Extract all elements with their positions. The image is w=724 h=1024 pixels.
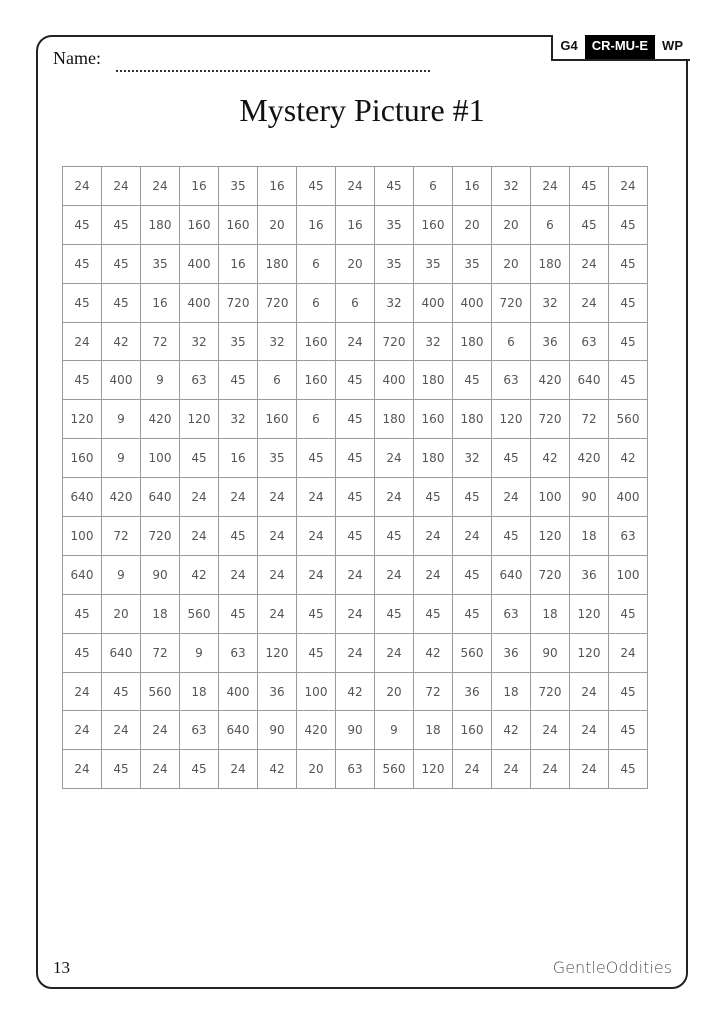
grid-cell[interactable]: 45 <box>453 555 492 594</box>
grid-cell[interactable]: 36 <box>492 633 531 672</box>
grid-cell[interactable]: 45 <box>609 322 648 361</box>
grid-cell[interactable]: 560 <box>453 633 492 672</box>
grid-cell[interactable]: 160 <box>297 361 336 400</box>
grid-cell[interactable]: 6 <box>297 244 336 283</box>
grid-cell[interactable]: 420 <box>531 361 570 400</box>
grid-cell[interactable]: 45 <box>63 205 102 244</box>
grid-cell[interactable]: 42 <box>336 672 375 711</box>
grid-cell[interactable]: 72 <box>141 633 180 672</box>
grid-cell[interactable]: 24 <box>531 167 570 206</box>
grid-row <box>63 750 648 789</box>
grid-row <box>63 283 648 322</box>
grid-cell[interactable]: 560 <box>141 672 180 711</box>
grid-cell[interactable]: 63 <box>492 361 531 400</box>
grid-cell[interactable]: 35 <box>375 244 414 283</box>
grid-cell[interactable]: 36 <box>453 672 492 711</box>
grid-cell[interactable]: 42 <box>258 750 297 789</box>
grid-cell[interactable]: 32 <box>531 283 570 322</box>
grid-cell[interactable]: 640 <box>102 633 141 672</box>
grid-cell[interactable]: 24 <box>336 322 375 361</box>
grid-cell[interactable]: 90 <box>570 478 609 517</box>
grid-cell[interactable]: 20 <box>492 205 531 244</box>
grid-cell[interactable]: 45 <box>375 517 414 556</box>
grid-cell[interactable]: 24 <box>375 633 414 672</box>
grid-cell[interactable]: 45 <box>63 361 102 400</box>
grid-cell[interactable]: 45 <box>102 205 141 244</box>
grid-cell[interactable]: 24 <box>570 750 609 789</box>
grid-cell[interactable]: 42 <box>531 439 570 478</box>
grid-row <box>63 244 648 283</box>
worksheet-tags <box>551 35 690 61</box>
grid-cell[interactable]: 9 <box>141 361 180 400</box>
grid-cell[interactable]: 24 <box>258 478 297 517</box>
grid-cell[interactable]: 32 <box>258 322 297 361</box>
grid-cell[interactable]: 24 <box>141 167 180 206</box>
grid-cell[interactable]: 24 <box>375 555 414 594</box>
grid-cell[interactable]: 36 <box>258 672 297 711</box>
grid-cell[interactable]: 72 <box>414 672 453 711</box>
grid-cell[interactable]: 18 <box>570 517 609 556</box>
grid-cell[interactable]: 24 <box>219 478 258 517</box>
grid-cell[interactable]: 24 <box>531 750 570 789</box>
grid-cell[interactable]: 24 <box>258 555 297 594</box>
grid-cell[interactable]: 45 <box>180 439 219 478</box>
grid-cell[interactable]: 16 <box>336 205 375 244</box>
grid-row <box>63 711 648 750</box>
grid-cell[interactable]: 24 <box>570 672 609 711</box>
grid-cell[interactable]: 63 <box>492 594 531 633</box>
code-tag: CR-MU-E <box>585 35 655 59</box>
grid-cell[interactable]: 45 <box>102 283 141 322</box>
grid-cell[interactable]: 24 <box>570 244 609 283</box>
grid-cell[interactable]: 18 <box>531 594 570 633</box>
grid-cell[interactable]: 45 <box>63 283 102 322</box>
grid-cell[interactable]: 9 <box>375 711 414 750</box>
grid-cell[interactable]: 45 <box>297 633 336 672</box>
grid-cell[interactable]: 180 <box>414 439 453 478</box>
grid-cell[interactable]: 16 <box>141 283 180 322</box>
grid-cell[interactable]: 90 <box>531 633 570 672</box>
grid-cell[interactable]: 24 <box>609 167 648 206</box>
grid-cell[interactable]: 72 <box>141 322 180 361</box>
grid-cell[interactable]: 20 <box>258 205 297 244</box>
grid-cell[interactable]: 24 <box>219 555 258 594</box>
grid-row <box>63 517 648 556</box>
grid-cell[interactable]: 63 <box>180 361 219 400</box>
grid-row <box>63 205 648 244</box>
grid-cell[interactable]: 9 <box>102 555 141 594</box>
grid-cell[interactable]: 720 <box>141 517 180 556</box>
grid-cell[interactable]: 24 <box>63 750 102 789</box>
grid-cell[interactable]: 45 <box>453 478 492 517</box>
grid-cell[interactable]: 560 <box>180 594 219 633</box>
grid-cell[interactable]: 45 <box>180 750 219 789</box>
grid-cell[interactable]: 180 <box>141 205 180 244</box>
grid-cell[interactable]: 45 <box>336 517 375 556</box>
grid-cell[interactable]: 24 <box>258 594 297 633</box>
grid-cell[interactable]: 6 <box>492 322 531 361</box>
grid-cell[interactable]: 180 <box>375 400 414 439</box>
grid-cell[interactable]: 45 <box>453 594 492 633</box>
grid-cell[interactable]: 24 <box>414 555 453 594</box>
grid-cell[interactable]: 160 <box>63 439 102 478</box>
grid-cell[interactable]: 42 <box>492 711 531 750</box>
grid-cell[interactable]: 24 <box>141 750 180 789</box>
grid-cell[interactable]: 120 <box>63 400 102 439</box>
grid-cell[interactable]: 20 <box>375 672 414 711</box>
grid-cell[interactable]: 9 <box>102 439 141 478</box>
grid-cell[interactable]: 45 <box>609 672 648 711</box>
grid-cell[interactable]: 45 <box>609 750 648 789</box>
grid-cell[interactable]: 35 <box>141 244 180 283</box>
grid-cell[interactable]: 180 <box>453 400 492 439</box>
grid-cell[interactable]: 36 <box>570 555 609 594</box>
grid-cell[interactable]: 160 <box>258 400 297 439</box>
grid-cell[interactable]: 6 <box>297 400 336 439</box>
grid-cell[interactable]: 72 <box>102 517 141 556</box>
grid-cell[interactable]: 45 <box>492 517 531 556</box>
grid-cell[interactable]: 24 <box>570 711 609 750</box>
grid-cell[interactable]: 16 <box>219 244 258 283</box>
grid-cell[interactable]: 24 <box>375 478 414 517</box>
grid-row <box>63 400 648 439</box>
grid-cell[interactable]: 45 <box>297 439 336 478</box>
grid-cell[interactable]: 36 <box>531 322 570 361</box>
grid-cell[interactable]: 180 <box>414 361 453 400</box>
grid-cell[interactable]: 20 <box>453 205 492 244</box>
page-title: Mystery Picture #1 <box>239 92 485 128</box>
grid-cell[interactable]: 720 <box>258 283 297 322</box>
grid-cell[interactable]: 45 <box>63 244 102 283</box>
grid-cell[interactable]: 32 <box>492 167 531 206</box>
grid-cell[interactable]: 180 <box>531 244 570 283</box>
grid-cell[interactable]: 120 <box>492 400 531 439</box>
grid-cell[interactable]: 45 <box>609 283 648 322</box>
grid-cell[interactable]: 180 <box>258 244 297 283</box>
grid-cell[interactable]: 160 <box>180 205 219 244</box>
grid-cell[interactable]: 20 <box>297 750 336 789</box>
grid-cell[interactable]: 9 <box>102 400 141 439</box>
grid-cell[interactable]: 90 <box>141 555 180 594</box>
grid-cell[interactable]: 640 <box>63 555 102 594</box>
grid-cell[interactable]: 400 <box>219 672 258 711</box>
grid-row <box>63 478 648 517</box>
grid-cell[interactable]: 35 <box>414 244 453 283</box>
grid-cell[interactable]: 24 <box>180 478 219 517</box>
grid-cell[interactable]: 400 <box>414 283 453 322</box>
grid-cell[interactable]: 24 <box>492 478 531 517</box>
grid-cell[interactable]: 160 <box>414 400 453 439</box>
grid-cell[interactable]: 90 <box>258 711 297 750</box>
grid-cell[interactable]: 16 <box>297 205 336 244</box>
grid-cell[interactable]: 100 <box>141 439 180 478</box>
grid-cell[interactable]: 45 <box>453 361 492 400</box>
grid-cell[interactable]: 45 <box>219 517 258 556</box>
grid-cell[interactable]: 45 <box>609 205 648 244</box>
grid-cell[interactable]: 24 <box>453 517 492 556</box>
grid-cell[interactable]: 45 <box>492 439 531 478</box>
grid-cell[interactable]: 24 <box>297 517 336 556</box>
grid-cell[interactable]: 63 <box>180 711 219 750</box>
grid-cell[interactable]: 18 <box>414 711 453 750</box>
grid-cell[interactable]: 32 <box>180 322 219 361</box>
grid-cell[interactable]: 720 <box>531 555 570 594</box>
grid-cell[interactable]: 24 <box>63 672 102 711</box>
grid-cell[interactable]: 42 <box>180 555 219 594</box>
grid-cell[interactable]: 42 <box>414 633 453 672</box>
grid-cell[interactable]: 45 <box>336 478 375 517</box>
grid-cell[interactable]: 180 <box>453 322 492 361</box>
grid-cell[interactable]: 45 <box>609 594 648 633</box>
grid-cell[interactable]: 160 <box>453 711 492 750</box>
grid-cell[interactable]: 24 <box>375 439 414 478</box>
grid-cell[interactable]: 400 <box>375 361 414 400</box>
grid-cell[interactable]: 24 <box>63 167 102 206</box>
grid-cell[interactable]: 24 <box>531 711 570 750</box>
grid-cell[interactable]: 720 <box>492 283 531 322</box>
grid-cell[interactable]: 100 <box>609 555 648 594</box>
grid-cell[interactable]: 6 <box>336 283 375 322</box>
grid-cell[interactable]: 720 <box>219 283 258 322</box>
grid-cell[interactable]: 24 <box>336 555 375 594</box>
grid-cell[interactable]: 160 <box>414 205 453 244</box>
grid-cell[interactable]: 35 <box>453 244 492 283</box>
grid-cell[interactable]: 720 <box>531 672 570 711</box>
grid-cell[interactable]: 400 <box>180 283 219 322</box>
grid-cell[interactable]: 24 <box>141 711 180 750</box>
grid-cell[interactable]: 24 <box>336 594 375 633</box>
grid-cell[interactable]: 120 <box>570 594 609 633</box>
grid-cell[interactable]: 160 <box>219 205 258 244</box>
grid-cell[interactable]: 45 <box>414 478 453 517</box>
grid-cell[interactable]: 45 <box>336 400 375 439</box>
grid-cell[interactable]: 420 <box>570 439 609 478</box>
grid-cell[interactable]: 63 <box>219 633 258 672</box>
grid-cell[interactable]: 63 <box>609 517 648 556</box>
grid-row <box>63 439 648 478</box>
grid-cell[interactable]: 24 <box>102 711 141 750</box>
grid-cell[interactable]: 9 <box>180 633 219 672</box>
grid-cell[interactable]: 18 <box>141 594 180 633</box>
grid-cell[interactable]: 6 <box>531 205 570 244</box>
grid-cell[interactable]: 45 <box>63 633 102 672</box>
grid-cell[interactable]: 45 <box>609 244 648 283</box>
grid-cell[interactable]: 20 <box>492 244 531 283</box>
grid-cell[interactable]: 100 <box>297 672 336 711</box>
grid-cell[interactable]: 24 <box>102 167 141 206</box>
grid-cell[interactable]: 720 <box>375 322 414 361</box>
grid-cell[interactable]: 16 <box>258 167 297 206</box>
grid-cell[interactable]: 63 <box>336 750 375 789</box>
grid-cell[interactable]: 20 <box>102 594 141 633</box>
grid-cell[interactable]: 640 <box>570 361 609 400</box>
grid-cell[interactable]: 400 <box>102 361 141 400</box>
grid-cell[interactable]: 640 <box>63 478 102 517</box>
grid-cell[interactable]: 24 <box>63 322 102 361</box>
grid-cell[interactable]: 24 <box>63 711 102 750</box>
grid-row <box>63 594 648 633</box>
grid-row <box>63 322 648 361</box>
grid-cell[interactable]: 16 <box>180 167 219 206</box>
grid-cell[interactable]: 24 <box>297 478 336 517</box>
grid-cell[interactable]: 24 <box>219 750 258 789</box>
grid-cell[interactable]: 6 <box>414 167 453 206</box>
grid-cell[interactable]: 45 <box>102 672 141 711</box>
grid-cell[interactable]: 35 <box>258 439 297 478</box>
grid-cell[interactable]: 18 <box>492 672 531 711</box>
page-number: 13 <box>53 958 70 977</box>
grid-cell[interactable]: 45 <box>102 750 141 789</box>
grid-row <box>63 167 648 206</box>
grid-cell[interactable]: 24 <box>609 633 648 672</box>
brand-logo: GentleOddities <box>552 958 672 977</box>
grid-cell[interactable]: 45 <box>414 594 453 633</box>
grid-cell[interactable]: 63 <box>570 322 609 361</box>
grid-cell[interactable]: 45 <box>219 594 258 633</box>
grid-cell[interactable]: 400 <box>180 244 219 283</box>
grid-cell[interactable]: 42 <box>609 439 648 478</box>
grid-cell[interactable]: 45 <box>609 711 648 750</box>
grid-cell[interactable]: 24 <box>336 167 375 206</box>
grid-cell[interactable]: 640 <box>219 711 258 750</box>
grid-cell[interactable]: 20 <box>336 244 375 283</box>
grid-cell[interactable]: 6 <box>258 361 297 400</box>
grid-cell[interactable]: 100 <box>63 517 102 556</box>
grid-cell[interactable]: 72 <box>570 400 609 439</box>
grid-cell[interactable]: 400 <box>609 478 648 517</box>
grid-cell[interactable]: 32 <box>219 400 258 439</box>
grid-cell[interactable]: 42 <box>102 322 141 361</box>
grid-cell[interactable]: 32 <box>453 439 492 478</box>
grid-cell[interactable]: 24 <box>180 517 219 556</box>
grid-cell[interactable]: 16 <box>453 167 492 206</box>
grid-cell[interactable]: 24 <box>336 633 375 672</box>
grid-cell[interactable]: 35 <box>375 205 414 244</box>
grid-cell[interactable]: 24 <box>414 517 453 556</box>
grid-cell[interactable]: 45 <box>336 361 375 400</box>
grid-cell[interactable]: 160 <box>297 322 336 361</box>
grid-cell[interactable]: 45 <box>570 167 609 206</box>
grid-cell[interactable]: 24 <box>297 555 336 594</box>
grid-cell[interactable]: 120 <box>258 633 297 672</box>
grid-cell[interactable]: 45 <box>375 167 414 206</box>
type-tag: WP <box>655 35 690 59</box>
grid-cell[interactable]: 32 <box>375 283 414 322</box>
grid-cell[interactable]: 45 <box>63 594 102 633</box>
grid-cell[interactable]: 560 <box>609 400 648 439</box>
grid-cell[interactable]: 45 <box>102 244 141 283</box>
grid-cell[interactable]: 45 <box>609 361 648 400</box>
grid-cell[interactable]: 720 <box>531 400 570 439</box>
grid-row <box>63 361 648 400</box>
grid-cell[interactable]: 120 <box>570 633 609 672</box>
grid-cell[interactable]: 45 <box>570 205 609 244</box>
grid-cell[interactable]: 90 <box>336 711 375 750</box>
grid-cell[interactable]: 18 <box>180 672 219 711</box>
grid-cell[interactable]: 640 <box>492 555 531 594</box>
grid-cell[interactable]: 24 <box>570 283 609 322</box>
grid-cell[interactable]: 45 <box>297 594 336 633</box>
grid-cell[interactable]: 400 <box>453 283 492 322</box>
grid-cell[interactable]: 45 <box>336 439 375 478</box>
grid-cell[interactable]: 24 <box>258 517 297 556</box>
grid-cell[interactable]: 24 <box>453 750 492 789</box>
grid-cell[interactable]: 120 <box>414 750 453 789</box>
grid-cell[interactable]: 420 <box>141 400 180 439</box>
grid-cell[interactable]: 45 <box>375 594 414 633</box>
grid-cell[interactable]: 420 <box>102 478 141 517</box>
mystery-grid <box>62 166 648 789</box>
grid-cell[interactable]: 420 <box>297 711 336 750</box>
grid-cell[interactable]: 45 <box>297 167 336 206</box>
name-field[interactable] <box>116 64 430 72</box>
grid-row <box>63 633 648 672</box>
grid-cell[interactable]: 16 <box>219 439 258 478</box>
grid-cell[interactable]: 560 <box>375 750 414 789</box>
grid-cell[interactable]: 32 <box>414 322 453 361</box>
grid-cell[interactable]: 35 <box>219 167 258 206</box>
name-label: Name: <box>53 48 101 68</box>
grid-row <box>63 555 648 594</box>
grid-cell[interactable]: 6 <box>297 283 336 322</box>
grid-cell[interactable]: 640 <box>141 478 180 517</box>
grid-cell[interactable]: 35 <box>219 322 258 361</box>
grid-cell[interactable]: 120 <box>531 517 570 556</box>
grade-tag: G4 <box>553 35 584 59</box>
grid-cell[interactable]: 100 <box>531 478 570 517</box>
grid-cell[interactable]: 120 <box>180 400 219 439</box>
grid-cell[interactable]: 24 <box>492 750 531 789</box>
grid-row <box>63 672 648 711</box>
grid-cell[interactable]: 45 <box>219 361 258 400</box>
